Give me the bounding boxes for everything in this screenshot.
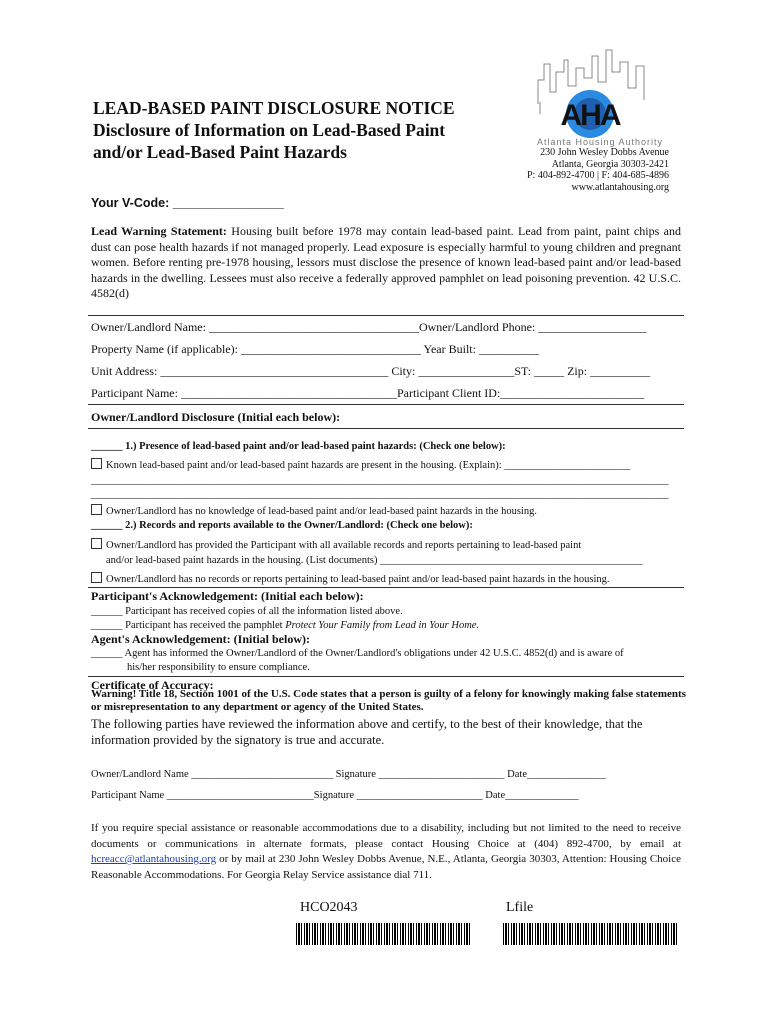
participant-name-field[interactable]: Participant Name: ____________________________________Participant Client ID:________________________ <box>91 386 645 400</box>
agent-ack-line-2: his/her responsibility to ensure compliance. <box>127 662 310 673</box>
aha-logo <box>520 42 670 150</box>
address-website: www.atlantahousing.org <box>571 181 669 193</box>
certification-text: The following parties have reviewed the information above and certify, to the best of their knowledge, that the information provided by the signatory is true and accurate. <box>91 717 643 747</box>
checkbox[interactable] <box>91 538 102 549</box>
warning-label: Lead Warning Statement: <box>91 224 227 238</box>
participant-signature-line[interactable]: Participant Name ____________________________Signature ________________________ Date______________ <box>91 790 579 801</box>
accommodations-notice <box>91 821 681 883</box>
no-records-option[interactable] <box>91 572 610 586</box>
divider <box>88 676 684 677</box>
email-link[interactable]: hcreacc@atlantahousing.org <box>91 853 217 865</box>
title-line-2: Disclosure of Information on Lead-Based Paint <box>93 120 446 140</box>
records-provided-option[interactable] <box>91 538 581 552</box>
unit-address-field[interactable]: Unit Address: ______________________________________ City: ________________ST: _____ Zip: __________ <box>91 364 651 378</box>
skyline-icon <box>520 42 670 150</box>
logo-caption: Atlanta Housing Authority <box>536 137 664 147</box>
form-code: HCO2043 <box>300 900 358 915</box>
checkbox[interactable] <box>91 504 102 515</box>
notice-text: If you require special assistance or reasonable accommodations due to a disability, including but not limited to the need to receive documents or communications in alternate formats, please contact Housing Choice at (404) 892-4700, by email at <box>91 822 681 850</box>
owner-name-phone-field[interactable]: Owner/Landlord Name: ___________________________________Owner/Landlord Phone: __________________ <box>91 320 647 334</box>
pamphlet-title: Protect Your Family from Lead in Your Home. <box>285 620 480 631</box>
address-phone: P: 404-892-4700 | F: 404-685-4896 <box>526 170 669 181</box>
barcode-right <box>503 923 679 945</box>
option-label: Owner/Landlord has no records or reports pertaining to lead-based paint and/or lead-based paint hazards in the housing. <box>106 574 610 585</box>
owner-disclosure-heading: Owner/Landlord Disclosure (Initial each below): <box>91 410 341 424</box>
address-street: 230 John Wesley Dobbs Avenue <box>540 147 669 158</box>
agent-ack-heading: Agent's Acknowledgement: (Initial below): <box>91 632 310 646</box>
ack-text: ______ Participant has received the pamphlet <box>91 620 286 631</box>
agent-ack-line-1[interactable]: ______ Agent has informed the Owner/Landlord of the Owner/Landlord's obligations under 42 U.S.C. 4852(d) and is aware of <box>91 648 624 659</box>
explain-line-1[interactable]: ______________________________________________________________________________________________________________ <box>91 475 669 486</box>
disclosure-item-2[interactable]: ______ 2.) Records and reports available to the Owner/Landlord: (Check one below): <box>91 520 473 531</box>
participant-ack-line-1[interactable]: ______ Participant has received copies of all the information listed above. <box>91 606 403 617</box>
option-label: Owner/Landlord has no knowledge of lead-based paint and/or lead-based paint hazards in the housing. <box>106 506 537 517</box>
document-title <box>93 97 513 163</box>
list-documents-line[interactable]: and/or lead-based paint hazards in the housing. (List documents) __________________________________________________ <box>106 555 643 566</box>
warning-text: Housing built before 1978 may contain lead-based paint. Lead from paint, paint chips and dust can pose health hazards if not managed properly. Lead exposure is especially harmful to young children and pregnant women. Before renting pre-1978 housing, lessors must disclose the presence of known lead-based paint and/or lead-based hazards in the dwelling. Lessees must also receive a federally approved pamphlet on lead poisoning prevention. 42 U.S.C. 4582(d) <box>91 224 681 300</box>
checkbox[interactable] <box>91 572 102 583</box>
felony-warning: Warning! Title 18, Section 1001 of the U.S. Code states that a person is guilty of a felony for knowingly making false statements or misrepresentation to any department or agency of the United States. <box>91 688 686 713</box>
certificate-block <box>91 688 686 748</box>
option-label: Known lead-based paint and/or lead-based paint hazards are present in the housing. (Explain): ________________________ <box>106 460 631 471</box>
svg-text:AHA: AHA <box>560 99 620 132</box>
notice-text-end: or by mail at 230 John Wesley Dobbs Avenue, N.E., Atlanta, Georgia 30303, Attention: Housing Choice Reasonable Accommodations. For Georgia Relay Service assistance dial 711. <box>91 853 681 881</box>
disclosure-item-1[interactable]: ______ 1.) Presence of lead-based paint and/or lead-based paint hazards: (Check one below): <box>91 441 506 452</box>
vcode-field[interactable]: Your V-Code: ________________ <box>91 196 284 210</box>
divider <box>88 428 684 429</box>
file-code: Lfile <box>506 900 534 915</box>
owner-signature-line[interactable]: Owner/Landlord Name ___________________________ Signature ________________________ Date_______________ <box>91 769 606 780</box>
certificate-heading: Certificate of Accuracy: <box>91 678 214 692</box>
participant-ack-heading: Participant's Acknowledgement: (Initial each below): <box>91 589 364 603</box>
barcode-left <box>296 923 472 945</box>
checkbox[interactable] <box>91 458 102 469</box>
divider <box>88 587 684 588</box>
explain-line-2[interactable]: ______________________________________________________________________________________________________________ <box>91 489 669 500</box>
known-lead-option[interactable] <box>91 458 630 472</box>
participant-ack-line-2[interactable] <box>91 619 479 632</box>
divider <box>88 404 684 405</box>
lead-warning-statement <box>91 224 681 302</box>
address-city: Atlanta, Georgia 30303-2421 <box>551 158 669 170</box>
divider <box>88 315 684 316</box>
no-knowledge-option[interactable] <box>91 504 537 518</box>
option-label: Owner/Landlord has provided the Participant with all available records and reports pertaining to lead-based paint <box>106 540 582 551</box>
title-line-3: and/or Lead-Based Paint Hazards <box>93 142 347 162</box>
title-line-1: LEAD-BASED PAINT DISCLOSURE NOTICE <box>93 98 455 118</box>
property-name-field[interactable]: Property Name (if applicable): ______________________________ Year Built: __________ <box>91 342 539 356</box>
agency-address <box>527 147 669 193</box>
